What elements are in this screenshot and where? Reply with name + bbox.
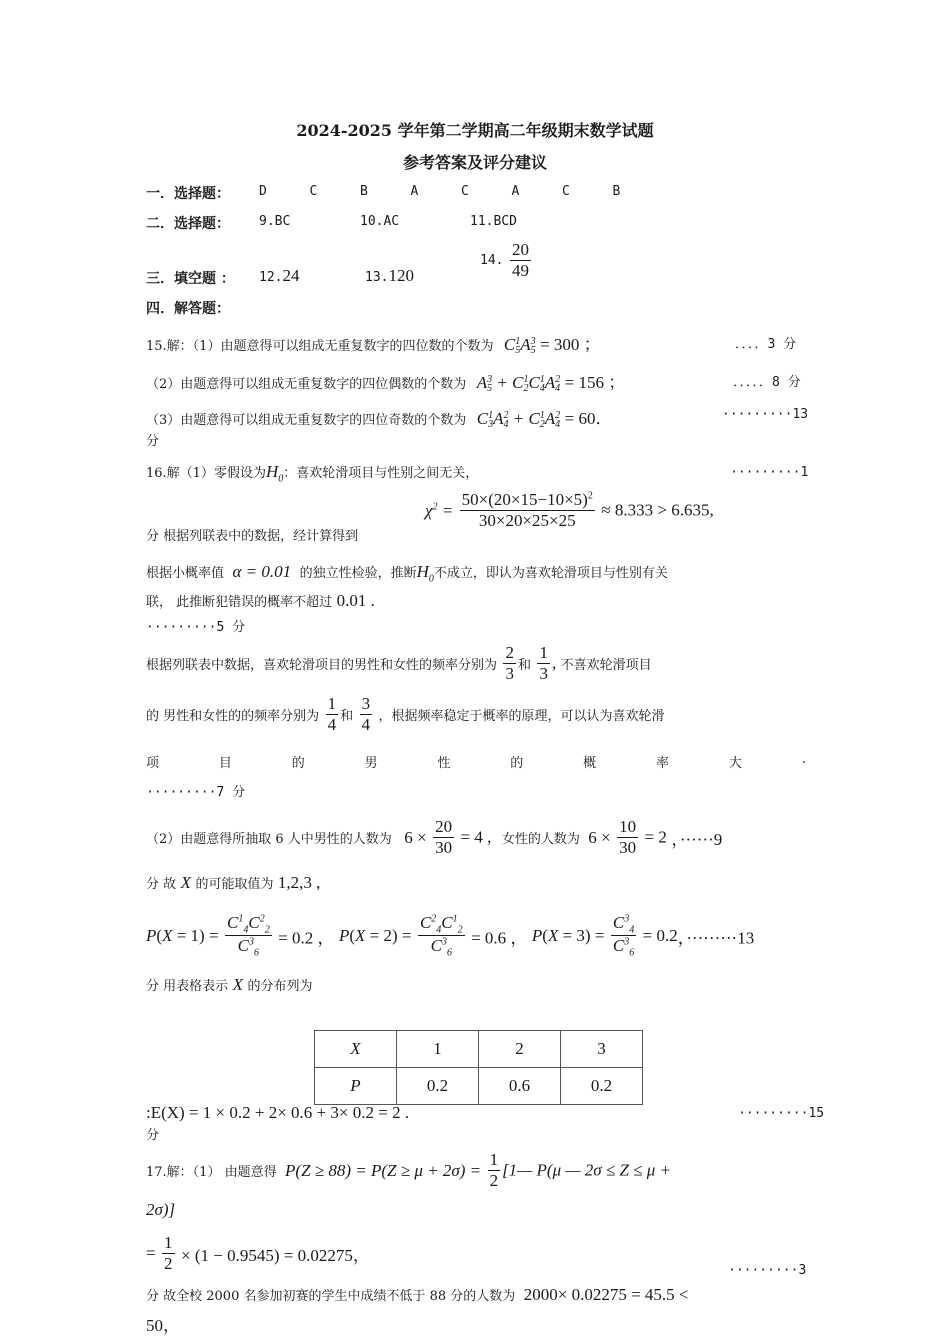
spread-word: 大 [728,756,742,771]
spread-word: 的 [291,756,305,771]
spread-word: 目 [218,756,232,771]
q17-score-3: ·········3 [728,1263,807,1278]
q16-freq-line1: 根据列联表中数据，喜欢轮滑项目的男性和女性的频率分别为 $\frac{2}{3}$ 和 $\frac{1}{3}$ , 不喜欢轮滑项目 [146,643,652,683]
spread-word: 率 [656,756,670,771]
q17-line4: 50， [146,1316,180,1335]
q16-conclusion-spread [146,752,806,771]
table-cell: 2 [479,1031,561,1068]
choice-answer: B [612,184,621,199]
page-subtitle: 参考答案及评分建议 [402,153,547,172]
choice-answer: C [562,184,570,199]
section2-answer-10: 10.AC [360,214,400,229]
spread-word: 概 [583,756,597,771]
fill-answer-13: 13.120 [365,266,414,285]
table-header-x: X [315,1031,397,1068]
q16-score-5: ·········5 分 [146,620,246,635]
table-row [315,1068,643,1105]
q16-part2-line: （2）由题意得所抽取 6 人中男性的人数为 6 × $\frac{20}{30}$ = 4 , 女性的人数为 6 × $\frac{10}{30}$ = 2 ，······9 [146,817,723,857]
q16-score-15-unit: 分 [146,1128,160,1143]
q15-score-1: ．．．．3 分 [735,337,797,352]
section2-answer-9: 9.BC [259,214,291,229]
chi-square-formula: $\chi^2$ = $\frac{50\times(20\times 15-10\times 5)^2}{30\times 20\times 25\times 25}$ ≈ 8.333 > 6.635, [425,490,714,530]
q16-probabilities: P(X = 1) = $\frac{C^1_4C^2_2}{C^3_6}$ = 0.2 ， P(X = 2) = $\frac{C^2_4C^1_2}{C^3_6}$ = 0.6 ， P(X = 3) = $\frac{C^3_4}{C^3_6}$ = 0.2，·········13 [146,913,755,959]
section2-label: 二．选择题： [146,216,230,232]
table-cell: 0.6 [479,1068,561,1105]
q17-line1-cont: 2σ)] [146,1200,176,1219]
spread-word: 性 [437,756,451,771]
page-title: 2024-2025 学年第二学期高二年级期末数学试题 [296,121,654,140]
q15-line3: （3）由题意得可以组成无重复数字的四位奇数的个数为 C 1 3 A 2 4 + C 1 2 A 2 4 = 60． [146,409,613,431]
table-cell: 0.2 [561,1068,643,1105]
q16-freq-line2: 的 男性和女性的的频率分别为 $\frac{1}{4}$ 和 $\frac{3}{4}$ ，根据频率稳定于概率的原理，可以认为喜欢轮滑 [146,694,665,734]
q16-table-intro: 分 用表格表示 X 的分布列为 [146,975,313,994]
spread-word: 的 [510,756,524,771]
q15-score-3-unit: 分 [146,434,160,449]
q17-line3: 分 故全校 2000 名参加初赛的学生中成绩不低于 88 分的人数为 2000× 0.02275 = 45.5 < [146,1285,689,1304]
q17-line1: 17.解：（1） 由题意得 P(Z ≥ 88) = P(Z ≥ μ + 2σ) = $\frac{1}{2}$ [1— P(μ — 2σ ≤ Z ≤ μ + [146,1150,671,1190]
choice-answer: B [360,184,368,199]
table-header-p: P [315,1068,397,1105]
q16-alpha-line: 根据小概率值 α = 0.01 的独立性检验，推断$H_0$不成立，即认为喜欢轮滑项目与性别有关 [146,562,668,585]
table-cell: 3 [561,1031,643,1068]
choice-answer: C [461,184,469,199]
fill-answer-12: 12.24 [259,266,300,285]
q16-calc-prefix: 分 根据列联表中的数据，经计算得到 [146,529,359,544]
fill-answer-14: 14. $\frac{20}{49}$ [480,240,529,280]
q16-score-15: ·········15 [738,1106,825,1121]
spread-word: 项 [146,756,160,771]
q15-line2: （2）由题意得可以组成无重复数字的四位偶数的个数为 A 3 5 + C 1 2 C 1 4 A 2 4 = 156 ； [146,373,626,395]
spread-word: . [801,752,806,767]
section3-label: 三．填空题 ： [146,271,235,287]
q16-alpha-line2: 联， 此推断犯错误的概率不超过 0.01 . [146,591,375,610]
spread-word: 男 [364,756,378,771]
section4-label: 四．解答题： [146,301,230,317]
choice-answer: D [259,184,267,199]
choice-answer: A [410,184,419,199]
q15-score-2: ．．．．．8 分 [733,375,801,390]
table-cell: 1 [397,1031,479,1068]
choice-answer: A [511,184,520,199]
q16-score-1: ·········1 [730,465,809,480]
table-row [315,1031,643,1068]
choice-answer: C [309,184,318,199]
q16-expectation: :E(X) = 1 × 0.2 + 2× 0.6 + 3× 0.2 = 2 . [146,1103,410,1122]
q17-line2: = $\frac{1}{2}$ × (1 − 0.9545) = 0.02275， [146,1233,370,1273]
q16-x-values: 分 故 X 的可能取值为 1,2,3 , [146,873,321,892]
table-cell: 0.2 [397,1068,479,1105]
section2-answer-11: 11.BCD [470,214,517,229]
section1-label: 一．选择题： [146,186,230,202]
q16-h0: 16.解（1）零假设为$H_0$：喜欢轮滑项目与性别之间无关， [146,462,479,485]
distribution-table [314,1030,643,1105]
q15-line1: 15.解：（1）由题意得可以组成无重复数字的四位数的个数为 C 1 5 A 3 5 = 300 ； [146,335,601,357]
section1-answers [259,184,663,199]
q16-score-7: ·········7 分 [146,785,246,800]
q15-score-3: ·········13 [722,407,809,422]
